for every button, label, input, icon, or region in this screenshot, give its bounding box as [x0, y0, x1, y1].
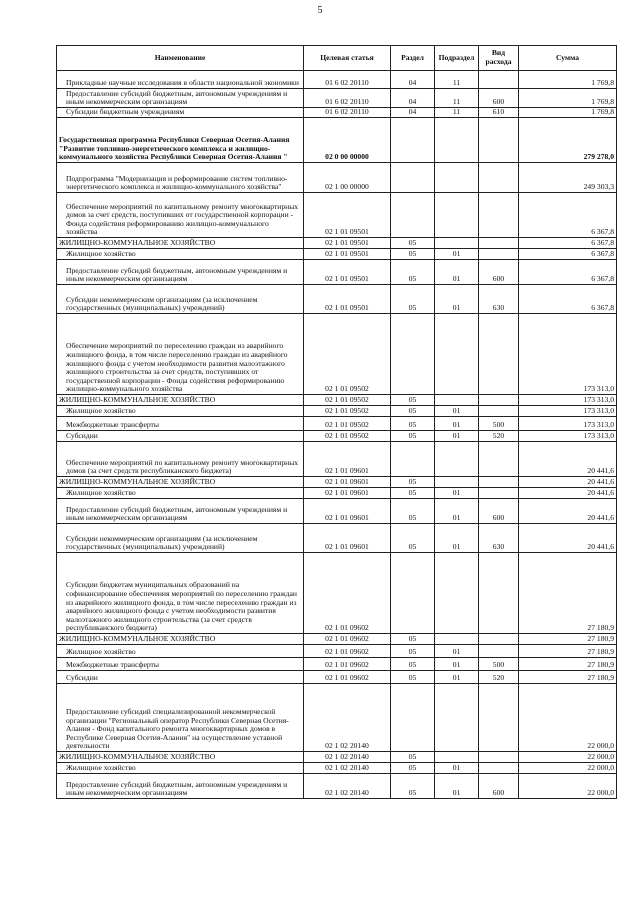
row-name-cell: Жилищное хозяйство — [57, 645, 304, 658]
row-name-cell: Межбюджетные трансферты — [57, 658, 304, 671]
table-row — [57, 417, 617, 431]
table-row — [57, 774, 617, 799]
row-code-cell: 02 1 01 09601 — [304, 499, 391, 524]
table-header-row — [57, 46, 617, 71]
row-type-cell — [479, 249, 519, 260]
table-row — [57, 524, 617, 553]
row-code-cell: 02 1 01 09502 — [304, 395, 391, 406]
row-subsection-cell: 01 — [435, 406, 479, 417]
row-section-cell: 04 — [391, 71, 435, 89]
row-name-cell: ЖИЛИЩНО-КОММУНАЛЬНОЕ ХОЗЯЙСТВО — [57, 752, 304, 763]
row-type-cell — [479, 314, 519, 395]
row-sum-cell: 27 180,9 — [519, 671, 617, 684]
row-name-cell: Субсидии некоммерческим организациям (за исключением государственных (муниципальных) учреждений) — [57, 285, 304, 314]
row-name-cell: Обеспечение мероприятий по переселению граждан из аварийного жилищного фонда, в том числе переселению граждан из аварийного жилищного фонда с учетом необходимости развития малоэтажного жилищного строительства за счет средств, поступивших от государственной корпорации - Фонда содействия реформированию жилищно-коммунального хозяйства — [57, 314, 304, 395]
row-code-cell: 02 1 01 09602 — [304, 553, 391, 634]
row-type-cell: 630 — [479, 285, 519, 314]
row-name-cell: ЖИЛИЩНО-КОММУНАЛЬНОЕ ХОЗЯЙСТВО — [57, 395, 304, 406]
row-sum-cell: 20 441,6 — [519, 477, 617, 488]
table-row — [57, 163, 617, 193]
row-type-cell: 610 — [479, 108, 519, 118]
table-row — [57, 260, 617, 285]
row-code-cell: 02 1 01 09502 — [304, 314, 391, 395]
row-sum-cell: 27 180,9 — [519, 553, 617, 634]
row-code-cell: 02 1 02 20140 — [304, 684, 391, 752]
row-type-cell — [479, 71, 519, 89]
row-code-cell: 02 1 01 09601 — [304, 442, 391, 477]
row-subsection-cell: 01 — [435, 488, 479, 499]
row-name-cell: Жилищное хозяйство — [57, 406, 304, 417]
row-sum-cell: 6 367,8 — [519, 238, 617, 249]
row-subsection-cell: 01 — [435, 499, 479, 524]
row-code-cell: 02 1 01 09601 — [304, 524, 391, 553]
row-section-cell — [391, 553, 435, 634]
row-sum-cell: 6 367,8 — [519, 193, 617, 238]
budget-table — [56, 45, 617, 799]
table-row — [57, 684, 617, 752]
row-sum-cell: 279 278,0 — [519, 118, 617, 163]
row-code-cell: 02 1 01 09502 — [304, 431, 391, 442]
row-name-cell: ЖИЛИЩНО-КОММУНАЛЬНОЕ ХОЗЯЙСТВО — [57, 238, 304, 249]
row-name-cell: Предоставление субсидий бюджетным, автономным учреждениям и иным некоммерческим организациям — [57, 774, 304, 799]
row-code-cell: 02 1 01 09501 — [304, 238, 391, 249]
row-subsection-cell: 01 — [435, 285, 479, 314]
row-code-cell: 02 1 02 20140 — [304, 774, 391, 799]
row-sum-cell: 20 441,6 — [519, 524, 617, 553]
row-code-cell: 02 1 01 09602 — [304, 645, 391, 658]
row-section-cell: 05 — [391, 524, 435, 553]
row-type-cell: 520 — [479, 671, 519, 684]
header-code: Целевая статья — [304, 46, 391, 71]
row-sum-cell: 20 441,6 — [519, 488, 617, 499]
row-subsection-cell: 01 — [435, 417, 479, 431]
row-sum-cell: 1 769,8 — [519, 71, 617, 89]
row-sum-cell: 22 000,0 — [519, 684, 617, 752]
row-code-cell: 02 1 01 09601 — [304, 477, 391, 488]
row-name-cell: Предоставление субсидий специализированной некоммерческой организации "Региональный оператор Республики Северная Осетия-Алания - Фонд капитального ремонта многоквартирных домов в Республике Северная Осетия-Алания" на осуществление уставной деятельности — [57, 684, 304, 752]
row-type-cell — [479, 238, 519, 249]
row-type-cell — [479, 752, 519, 763]
row-code-cell: 02 1 01 09601 — [304, 488, 391, 499]
row-name-cell: Субсидии некоммерческим организациям (за исключением государственных (муниципальных) учреждений) — [57, 524, 304, 553]
row-subsection-cell — [435, 193, 479, 238]
row-section-cell: 05 — [391, 774, 435, 799]
row-section-cell — [391, 442, 435, 477]
row-name-cell: Подпрограмма "Модернизация и реформирование систем топливно-энергетического комплекса и жилищно-коммунального хозяйства" — [57, 163, 304, 193]
row-subsection-cell — [435, 163, 479, 193]
row-code-cell: 02 1 01 09501 — [304, 260, 391, 285]
table-body — [57, 71, 617, 799]
row-subsection-cell: 01 — [435, 524, 479, 553]
row-section-cell — [391, 684, 435, 752]
row-sum-cell: 22 000,0 — [519, 763, 617, 774]
row-section-cell: 05 — [391, 285, 435, 314]
row-type-cell: 600 — [479, 774, 519, 799]
row-section-cell — [391, 118, 435, 163]
row-sum-cell: 173 313,0 — [519, 417, 617, 431]
row-sum-cell: 6 367,8 — [519, 260, 617, 285]
table-row — [57, 763, 617, 774]
row-subsection-cell — [435, 752, 479, 763]
row-code-cell: 02 1 01 09602 — [304, 634, 391, 645]
row-name-cell: Предоставление субсидий бюджетным, автономным учреждениям и иным некоммерческим организациям — [57, 260, 304, 285]
row-type-cell — [479, 763, 519, 774]
row-code-cell: 02 1 01 09502 — [304, 406, 391, 417]
row-subsection-cell — [435, 553, 479, 634]
table-row — [57, 285, 617, 314]
table-row — [57, 553, 617, 634]
row-type-cell — [479, 553, 519, 634]
row-type-cell: 600 — [479, 89, 519, 108]
row-code-cell: 02 0 00 00000 — [304, 118, 391, 163]
row-sum-cell: 20 441,6 — [519, 442, 617, 477]
row-subsection-cell: 11 — [435, 108, 479, 118]
row-name-cell: Государственная программа Республики Северная Осетия-Алания "Развитие топливно-энергетического комплекса и жилищно-коммунального хозяйства Республики Северная Осетия-Алания " — [57, 118, 304, 163]
table-row — [57, 238, 617, 249]
row-subsection-cell — [435, 634, 479, 645]
table-row — [57, 645, 617, 658]
row-name-cell: Обеспечение мероприятий по капитальному ремонту многоквартирных домов за счет средств, поступивших от государственной корпорации - Фонда содействия реформированию жилищно-коммунального хозяйства — [57, 193, 304, 238]
row-subsection-cell — [435, 395, 479, 406]
table-row — [57, 752, 617, 763]
row-section-cell: 05 — [391, 395, 435, 406]
row-name-cell: Субсидии бюджетам муниципальных образований на софинансирование обеспечения мероприятий по переселению граждан из аварийного жилищного фонда, в том числе переселению граждан из аварийного жилищного фонда с учетом необходимости развития малоэтажного жилищного строительства (за счет средств республиканского бюджета) — [57, 553, 304, 634]
row-code-cell: 02 1 01 09502 — [304, 417, 391, 431]
row-section-cell: 05 — [391, 477, 435, 488]
row-type-cell — [479, 406, 519, 417]
row-name-cell: ЖИЛИЩНО-КОММУНАЛЬНОЕ ХОЗЯЙСТВО — [57, 477, 304, 488]
row-type-cell — [479, 488, 519, 499]
row-subsection-cell: 11 — [435, 71, 479, 89]
table-row — [57, 89, 617, 108]
row-type-cell: 630 — [479, 524, 519, 553]
row-subsection-cell: 11 — [435, 89, 479, 108]
page-number: 5 — [317, 5, 323, 16]
table-row — [57, 108, 617, 118]
row-type-cell — [479, 645, 519, 658]
row-subsection-cell — [435, 118, 479, 163]
row-section-cell: 05 — [391, 658, 435, 671]
row-type-cell — [479, 395, 519, 406]
row-type-cell — [479, 193, 519, 238]
row-section-cell: 05 — [391, 238, 435, 249]
row-name-cell: Субсидии — [57, 431, 304, 442]
row-code-cell: 01 6 02 20110 — [304, 71, 391, 89]
row-section-cell: 05 — [391, 417, 435, 431]
row-type-cell: 500 — [479, 417, 519, 431]
row-name-cell: Предоставление субсидий бюджетным, автономным учреждениям и иным некоммерческим организациям — [57, 499, 304, 524]
row-sum-cell: 173 313,0 — [519, 314, 617, 395]
table-row — [57, 431, 617, 442]
row-code-cell: 02 1 00 00000 — [304, 163, 391, 193]
table-row — [57, 193, 617, 238]
table-row — [57, 671, 617, 684]
row-sum-cell: 27 180,9 — [519, 645, 617, 658]
row-type-cell — [479, 118, 519, 163]
row-section-cell: 05 — [391, 406, 435, 417]
row-sum-cell: 173 313,0 — [519, 406, 617, 417]
row-subsection-cell — [435, 238, 479, 249]
row-code-cell: 01 6 02 20110 — [304, 89, 391, 108]
row-code-cell: 02 1 02 20140 — [304, 752, 391, 763]
row-sum-cell: 173 313,0 — [519, 395, 617, 406]
row-code-cell: 02 1 02 20140 — [304, 763, 391, 774]
row-section-cell — [391, 314, 435, 395]
header-sum: Сумма — [519, 46, 617, 71]
row-section-cell: 05 — [391, 499, 435, 524]
row-section-cell: 05 — [391, 431, 435, 442]
row-code-cell: 02 1 01 09501 — [304, 193, 391, 238]
row-section-cell: 04 — [391, 89, 435, 108]
table-row — [57, 71, 617, 89]
header-name: Наименование — [57, 46, 304, 71]
row-section-cell: 05 — [391, 763, 435, 774]
table-row — [57, 477, 617, 488]
row-name-cell: Жилищное хозяйство — [57, 488, 304, 499]
row-section-cell: 05 — [391, 752, 435, 763]
row-subsection-cell: 01 — [435, 249, 479, 260]
row-subsection-cell: 01 — [435, 645, 479, 658]
row-type-cell — [479, 163, 519, 193]
row-sum-cell: 6 367,8 — [519, 285, 617, 314]
table-row — [57, 658, 617, 671]
row-subsection-cell — [435, 442, 479, 477]
row-name-cell: Жилищное хозяйство — [57, 249, 304, 260]
row-subsection-cell: 01 — [435, 431, 479, 442]
row-code-cell: 01 6 02 20110 — [304, 108, 391, 118]
table-row — [57, 314, 617, 395]
table-row — [57, 488, 617, 499]
row-name-cell: ЖИЛИЩНО-КОММУНАЛЬНОЕ ХОЗЯЙСТВО — [57, 634, 304, 645]
row-subsection-cell: 01 — [435, 671, 479, 684]
row-code-cell: 02 1 01 09602 — [304, 658, 391, 671]
table-row — [57, 634, 617, 645]
row-section-cell: 05 — [391, 634, 435, 645]
row-sum-cell: 173 313,0 — [519, 431, 617, 442]
row-name-cell: Обеспечение мероприятий по капитальному ремонту многоквартирных домов (за счет средств республиканского бюджета) — [57, 442, 304, 477]
row-section-cell — [391, 193, 435, 238]
row-code-cell: 02 1 01 09501 — [304, 249, 391, 260]
table-row — [57, 395, 617, 406]
row-name-cell: Предоставление субсидий бюджетным, автономным учреждениям и иным некоммерческим организациям — [57, 89, 304, 108]
row-subsection-cell: 01 — [435, 774, 479, 799]
row-section-cell — [391, 163, 435, 193]
row-subsection-cell: 01 — [435, 763, 479, 774]
header-subsection: Подраздел — [435, 46, 479, 71]
table-row — [57, 442, 617, 477]
row-subsection-cell — [435, 314, 479, 395]
row-name-cell: Субсидии бюджетным учреждениям — [57, 108, 304, 118]
row-type-cell: 600 — [479, 499, 519, 524]
row-type-cell: 600 — [479, 260, 519, 285]
row-sum-cell: 249 303,3 — [519, 163, 617, 193]
row-type-cell — [479, 477, 519, 488]
row-section-cell: 05 — [391, 488, 435, 499]
row-sum-cell: 1 769,8 — [519, 89, 617, 108]
row-subsection-cell — [435, 684, 479, 752]
row-sum-cell: 20 441,6 — [519, 499, 617, 524]
row-sum-cell: 27 180,9 — [519, 634, 617, 645]
row-type-cell — [479, 442, 519, 477]
header-section: Раздел — [391, 46, 435, 71]
header-type: Вид расхода — [479, 46, 519, 71]
row-section-cell: 05 — [391, 671, 435, 684]
row-sum-cell: 1 769,8 — [519, 108, 617, 118]
table-row — [57, 499, 617, 524]
row-subsection-cell: 01 — [435, 658, 479, 671]
table-row — [57, 118, 617, 163]
table-row — [57, 249, 617, 260]
row-section-cell: 05 — [391, 260, 435, 285]
row-sum-cell: 6 367,8 — [519, 249, 617, 260]
row-sum-cell: 27 180,9 — [519, 658, 617, 671]
row-name-cell: Субсидии — [57, 671, 304, 684]
row-type-cell — [479, 634, 519, 645]
row-subsection-cell — [435, 477, 479, 488]
row-code-cell: 02 1 01 09602 — [304, 671, 391, 684]
table-row — [57, 406, 617, 417]
row-type-cell: 520 — [479, 431, 519, 442]
row-type-cell: 500 — [479, 658, 519, 671]
row-type-cell — [479, 684, 519, 752]
row-code-cell: 02 1 01 09501 — [304, 285, 391, 314]
row-section-cell: 04 — [391, 108, 435, 118]
row-section-cell: 05 — [391, 249, 435, 260]
row-name-cell: Жилищное хозяйство — [57, 763, 304, 774]
row-sum-cell: 22 000,0 — [519, 774, 617, 799]
row-name-cell: Прикладные научные исследования в области национальной экономики — [57, 71, 304, 89]
row-subsection-cell: 01 — [435, 260, 479, 285]
row-section-cell: 05 — [391, 645, 435, 658]
row-sum-cell: 22 000,0 — [519, 752, 617, 763]
row-name-cell: Межбюджетные трансферты — [57, 417, 304, 431]
